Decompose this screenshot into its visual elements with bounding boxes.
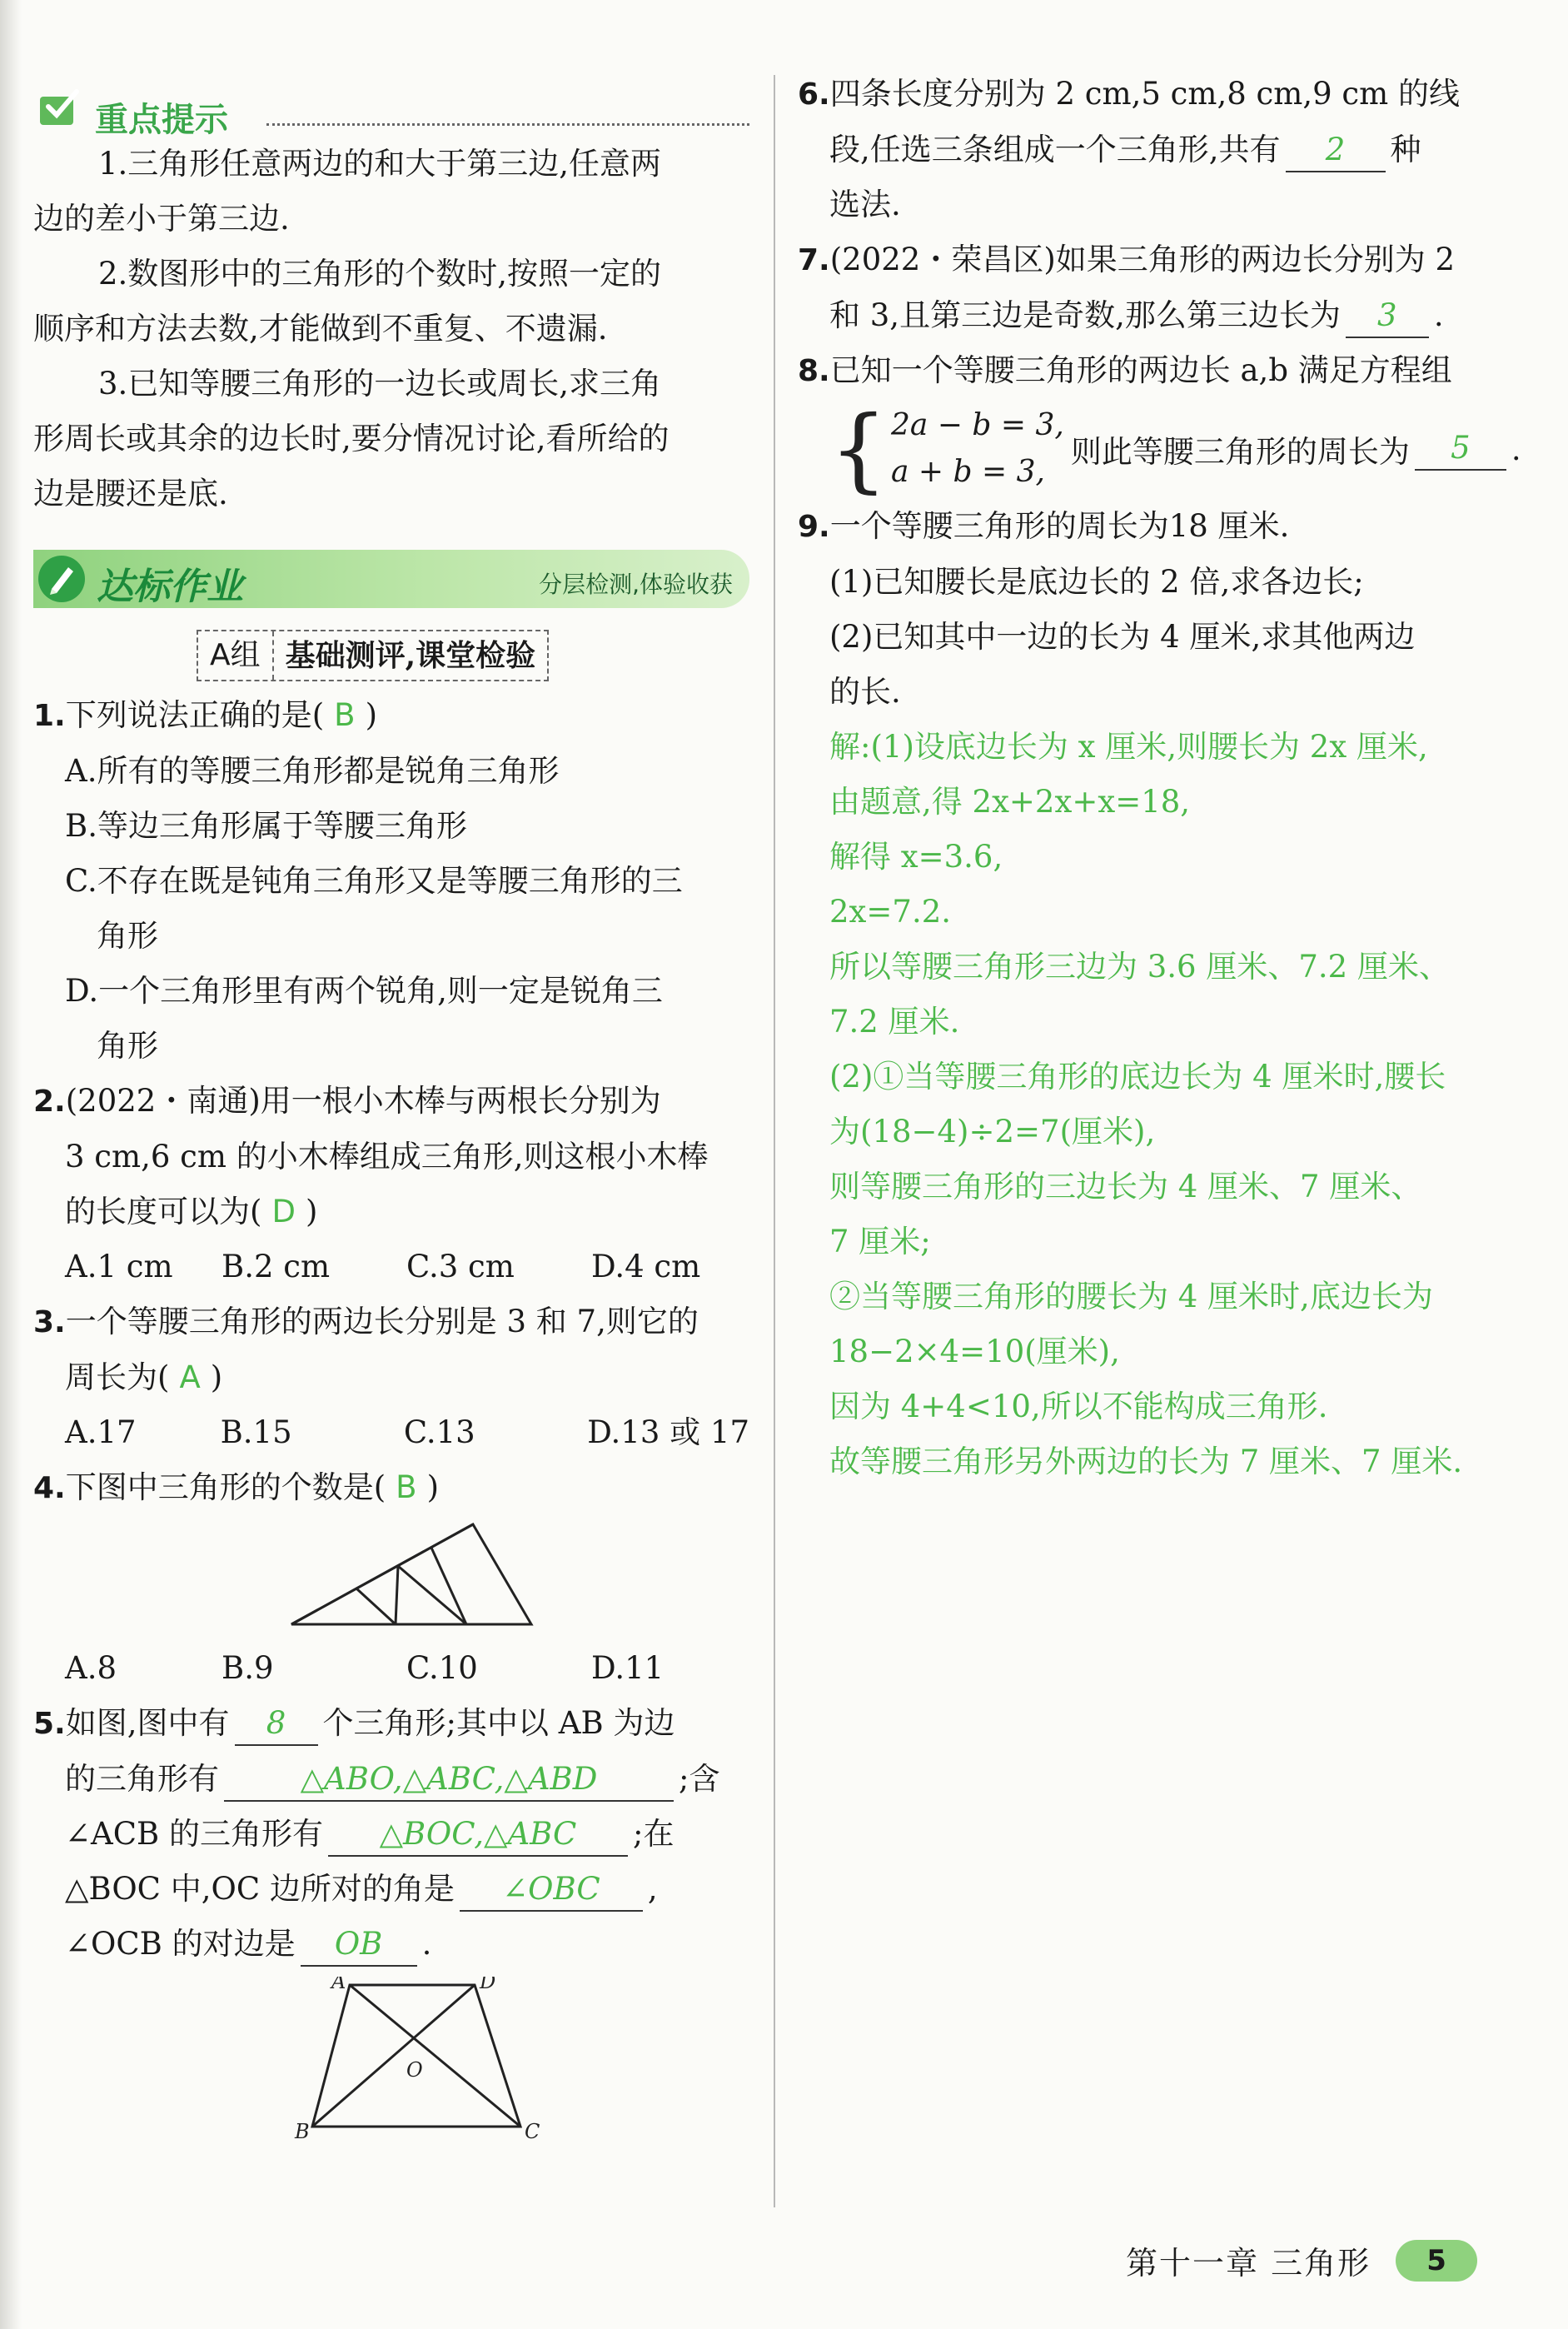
- q1-option-d-1: D.一个三角形里有两个锐角,则一定是锐角三: [65, 973, 663, 1009]
- q3-number: 3.: [33, 1305, 66, 1339]
- q2-option-a: A.1 cm: [65, 1249, 173, 1284]
- solution-line: 7.2 厘米.: [829, 1004, 960, 1040]
- q1-option-b: B.等边三角形属于等腰三角形: [65, 808, 467, 844]
- q1-number: 1.: [33, 699, 66, 733]
- q3-close: ): [210, 1359, 223, 1395]
- q1-option-c-2: 角形: [97, 918, 158, 954]
- q6-line-2a: 段,任选三条组成一个三角形,共有: [829, 132, 1281, 167]
- question-5: [33, 1696, 749, 2143]
- banner-subtitle: 分层检测,体验收获: [539, 571, 733, 598]
- q9-solution: [798, 720, 1531, 1489]
- q8-equation-1: 2a − b = 3,: [891, 408, 1064, 442]
- q2-answer: D: [271, 1194, 296, 1229]
- q4-option-c: C.10: [406, 1650, 478, 1686]
- q1-option-d-2: 角形: [97, 1028, 158, 1064]
- q7-blank: 3: [1346, 295, 1429, 338]
- q5-part-6: ;在: [632, 1816, 674, 1852]
- q6-line-3: 选法.: [829, 187, 901, 222]
- tip-3-line-3: 边是腰还是底.: [33, 476, 228, 511]
- group-label: A组: [198, 631, 274, 680]
- q9-number: 9.: [798, 510, 830, 544]
- q3-line-1: 一个等腰三角形的两边长分别是 3 和 7,则它的: [65, 1304, 699, 1339]
- q5-part-1: 如图,图中有: [65, 1705, 230, 1741]
- q1-option-c-1: C.不存在既是钝角三角形又是等腰三角形的三: [65, 863, 683, 899]
- banner-title: 达标作业: [97, 566, 243, 608]
- q5-number: 5.: [33, 1707, 66, 1741]
- q9-sub-2b: 的长.: [829, 674, 901, 710]
- q2-line-2: 3 cm,6 cm 的小木棒组成三角形,则这根小木棒: [65, 1139, 709, 1174]
- q5-blank-1: 8: [235, 1703, 318, 1746]
- q9-line-1: 一个等腰三角形的周长为18 厘米.: [829, 508, 1290, 544]
- q2-options: [33, 1239, 749, 1294]
- q9-sub-2a: (2)已知其中一边的长为 4 厘米,求其他两边: [829, 619, 1416, 655]
- q4-option-b: B.9: [222, 1650, 274, 1686]
- q5-part-5: ∠ACB 的三角形有: [65, 1816, 323, 1852]
- q7-line-2b: .: [1433, 297, 1444, 333]
- solution-line: 解得 x=3.6,: [829, 839, 1003, 875]
- question-2: [33, 1074, 749, 1294]
- group-title: 基础测评,课堂检验: [285, 638, 536, 673]
- solution-line: 7 厘米;: [829, 1224, 931, 1259]
- page-footer: [1126, 2237, 1477, 2283]
- q3-option-d: D.13 或 17: [587, 1414, 749, 1450]
- tip-2-line-1: 2.数图形中的三角形的个数时,按照一定的: [98, 256, 662, 292]
- vertex-label-c: C: [525, 2120, 540, 2143]
- q2-line-3: 的长度可以为(: [65, 1194, 262, 1229]
- q4-figure: [33, 1516, 749, 1641]
- q7-line-1: (2022・荣昌区)如果三角形的两边长分别为 2: [829, 242, 1456, 277]
- q3-options: [33, 1405, 749, 1460]
- question-8: [798, 343, 1531, 502]
- chapter-title: 第十一章 三角形: [1126, 2245, 1371, 2282]
- tip-1-line-2: 边的差小于第三边.: [33, 201, 290, 237]
- solution-line: 2x=7.2.: [829, 894, 952, 930]
- q8-line-2b: .: [1511, 431, 1521, 467]
- q5-blank-5: OB: [301, 1923, 417, 1967]
- trapezoid-figure: [33, 1977, 749, 2143]
- question-7: [798, 232, 1531, 343]
- q5-blank-3: △BOC,△ABC: [328, 1813, 628, 1857]
- question-3: [33, 1294, 749, 1460]
- question-6: [798, 67, 1531, 232]
- question-9: [798, 499, 1531, 1489]
- q2-option-c: C.3 cm: [406, 1249, 515, 1284]
- q8-line-1: 已知一个等腰三角形的两边长 a,b 满足方程组: [829, 352, 1452, 388]
- group-label-box: [197, 630, 549, 681]
- tips-header: [33, 67, 749, 139]
- q5-part-2: 个三角形;其中以 AB 为边: [322, 1705, 675, 1741]
- tips-dotted-rule: [266, 123, 749, 126]
- q8-equation-2: a + b = 3,: [891, 455, 1045, 489]
- question-4: [33, 1460, 749, 1696]
- q8-number: 8.: [798, 354, 830, 388]
- brace-symbol: {: [829, 396, 888, 502]
- q1-option-a: A.所有的等腰三角形都是锐角三角形: [65, 753, 560, 789]
- tip-3-line-2: 形周长或其余的边长时,要分情况讨论,看所给的: [33, 421, 670, 456]
- q1-answer: B: [334, 697, 356, 733]
- q4-option-a: A.8: [65, 1650, 117, 1686]
- right-column: [798, 67, 1531, 1489]
- q2-option-b: B.2 cm: [222, 1249, 331, 1284]
- solution-line: 故等腰三角形另外两边的长为 7 厘米、7 厘米.: [829, 1444, 1463, 1479]
- q5-part-3: 的三角形有: [65, 1761, 219, 1797]
- solution-line: 18−2×4=10(厘米),: [829, 1334, 1120, 1369]
- vertex-label-a: A: [331, 1977, 346, 1993]
- q5-part-9: ∠OCB 的对边是: [65, 1926, 296, 1962]
- q5-part-8: ,: [647, 1871, 658, 1907]
- vertex-label-b: B: [295, 2120, 310, 2143]
- vertex-label-d: D: [480, 1977, 496, 1993]
- q6-blank: 2: [1286, 129, 1386, 172]
- q5-figure: [33, 1977, 749, 2143]
- solution-line: 所以等腰三角形三边为 3.6 厘米、7.2 厘米、: [829, 949, 1450, 985]
- vertex-label-o: O: [406, 2058, 423, 2082]
- page-number: 5: [1396, 2240, 1477, 2282]
- tips-title: 重点提示: [95, 101, 228, 139]
- q3-option-a: A.17: [65, 1414, 137, 1450]
- q5-part-4: ;含: [679, 1761, 720, 1797]
- checkbox-icon: [40, 97, 73, 125]
- q3-answer: A: [179, 1359, 201, 1395]
- q4-stem: 下图中三角形的个数是(: [65, 1469, 386, 1505]
- solution-line: 因为 4+4<10,所以不能构成三角形.: [829, 1389, 1328, 1424]
- column-divider: [774, 75, 775, 2207]
- q5-part-10: .: [421, 1926, 432, 1962]
- triangle-count-figure: [33, 1516, 749, 1641]
- q8-system: [798, 396, 1531, 502]
- q7-line-2a: 和 3,且第三边是奇数,那么第三边长为: [829, 297, 1341, 333]
- q6-line-2b: 种: [1390, 132, 1421, 167]
- solution-line: 解:(1)设底边长为 x 厘米,则腰长为 2x 厘米,: [829, 729, 1428, 765]
- solution-line: ②当等腰三角形的腰长为 4 厘米时,底边长为: [829, 1279, 1433, 1314]
- left-column: [33, 67, 749, 2143]
- q1-stem: 下列说法正确的是(: [65, 697, 325, 733]
- q3-option-b: B.15: [220, 1414, 292, 1450]
- q2-option-d: D.4 cm: [591, 1249, 701, 1284]
- q2-number: 2.: [33, 1085, 66, 1119]
- q6-line-1: 四条长度分别为 2 cm,5 cm,8 cm,9 cm 的线: [829, 76, 1460, 112]
- q4-option-d: D.11: [591, 1650, 665, 1686]
- q4-number: 4.: [33, 1471, 66, 1505]
- tip-1-line-1: 1.三角形任意两边的和大于第三边,任意两: [98, 146, 662, 182]
- question-1: [33, 688, 749, 1074]
- q5-blank-2: △ABO,△ABC,△ABD: [224, 1758, 674, 1802]
- q4-close: ): [426, 1469, 439, 1505]
- tips-list: [33, 137, 749, 521]
- q6-number: 6.: [798, 77, 830, 112]
- q5-blank-4: ∠OBC: [460, 1868, 643, 1912]
- q5-part-7: △BOC 中,OC 边所对的角是: [65, 1871, 455, 1907]
- solution-line: 则等腰三角形的三边长为 4 厘米、7 厘米、: [829, 1169, 1422, 1204]
- q4-answer: B: [396, 1469, 417, 1505]
- q4-options: [33, 1641, 749, 1696]
- q9-sub-1: (1)已知腰长是底边长的 2 倍,求各边长;: [829, 564, 1364, 600]
- solution-line: (2)①当等腰三角形的底边长为 4 厘米时,腰长: [829, 1059, 1446, 1095]
- q1-close: ): [365, 697, 377, 733]
- q3-line-2: 周长为(: [65, 1359, 170, 1395]
- q2-line-1: (2022・南通)用一根小木棒与两根长分别为: [65, 1083, 661, 1119]
- q3-option-c: C.13: [403, 1414, 475, 1450]
- solution-line: 为(18−4)÷2=7(厘米),: [829, 1114, 1156, 1150]
- q8-line-2a: 则此等腰三角形的周长为: [1070, 434, 1410, 470]
- tip-2-line-2: 顺序和方法去数,才能做到不重复、不遗漏.: [33, 311, 608, 347]
- q7-number: 7.: [798, 243, 830, 277]
- q8-blank: 5: [1415, 427, 1506, 471]
- solution-line: 由题意,得 2x+2x+x=18,: [829, 784, 1191, 820]
- q2-close: ): [305, 1194, 318, 1229]
- tip-3-line-1: 3.已知等腰三角形的一边长或周长,求三角: [98, 366, 662, 401]
- page-spine-shadow: [0, 0, 22, 2329]
- homework-banner: [33, 550, 749, 608]
- pencil-icon: [38, 556, 85, 602]
